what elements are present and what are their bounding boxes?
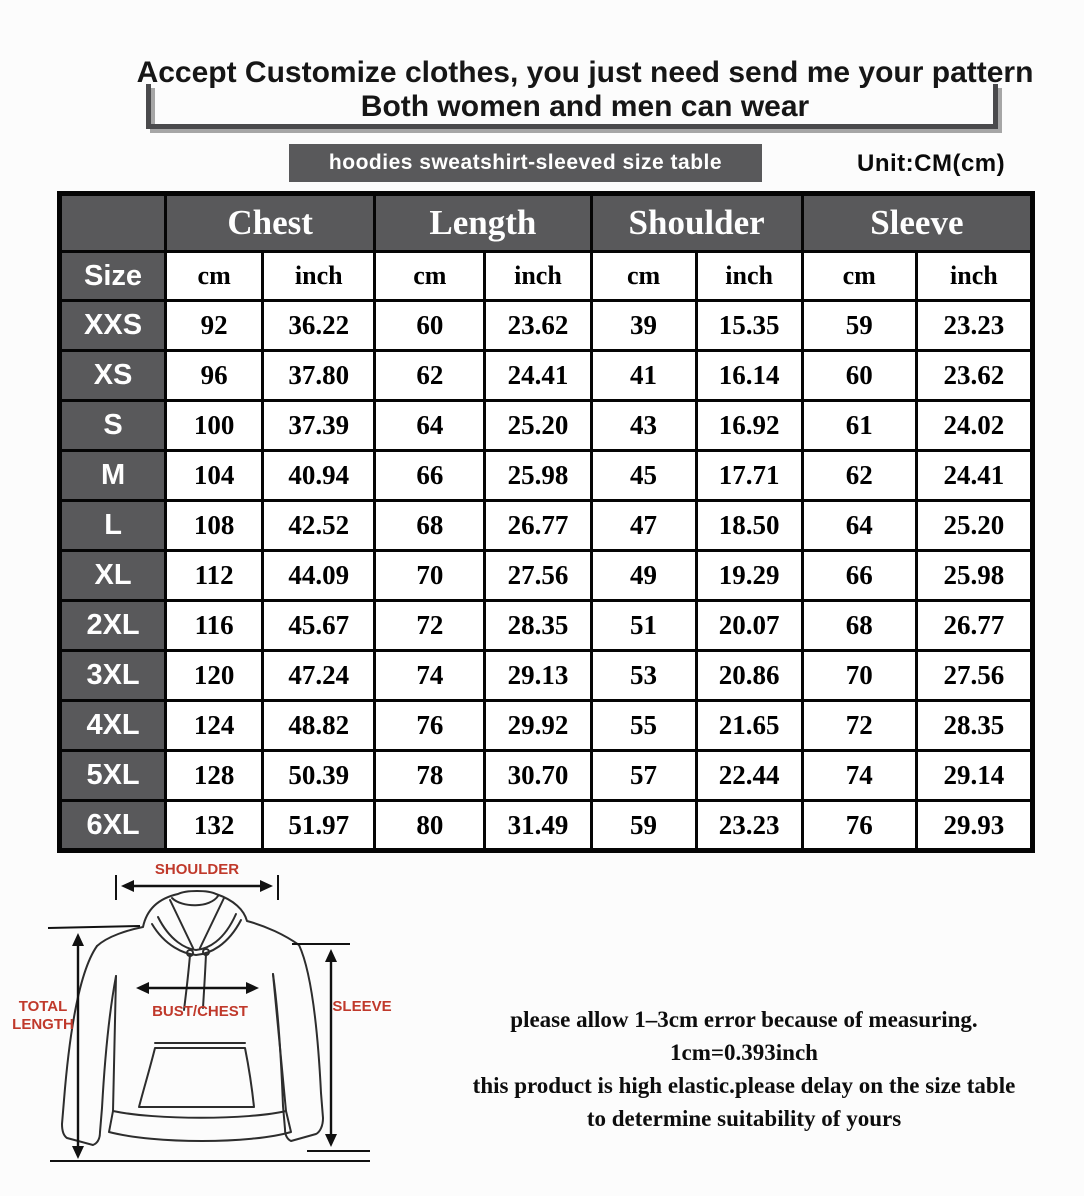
unit-header: cm — [591, 252, 696, 301]
unit-header: inch — [916, 252, 1032, 301]
note-line: to determine suitability of yours — [586, 1106, 902, 1131]
measurement-value: 37.80 — [263, 351, 375, 401]
measurement-value: 104 — [166, 451, 263, 501]
note-line: 1cm=0.393inch — [670, 1040, 818, 1065]
arrow-head — [136, 982, 149, 994]
measurement-value: 31.49 — [485, 801, 591, 851]
measurement-value: 72 — [375, 601, 485, 651]
measurement-value: 55 — [591, 701, 696, 751]
arrow-head — [72, 933, 84, 946]
measurement-value: 60 — [802, 351, 916, 401]
measurement-value: 18.50 — [696, 501, 802, 551]
size-label: S — [60, 401, 166, 451]
column-group-length: Length — [375, 194, 591, 252]
measurement-value: 100 — [166, 401, 263, 451]
size-column-header: Size — [60, 252, 166, 301]
measurement-value: 92 — [166, 301, 263, 351]
measurement-value: 116 — [166, 601, 263, 651]
measurement-value: 29.92 — [485, 701, 591, 751]
measurement-value: 64 — [375, 401, 485, 451]
arrow-head — [246, 982, 259, 994]
hoodie-outline — [97, 891, 299, 946]
hoodie-left-sleeve — [62, 946, 116, 1145]
total-length-label-1: TOTAL — [18, 998, 68, 1015]
measurement-value: 27.56 — [916, 651, 1032, 701]
bust-label: BUST/CHEST — [152, 1003, 248, 1020]
measurement-value: 40.94 — [263, 451, 375, 501]
unit-header: cm — [802, 252, 916, 301]
hoodie-hood-folds — [170, 896, 224, 948]
note-line: please allow 1–3cm error because of measuring. — [510, 1007, 978, 1032]
corner-cell — [60, 194, 166, 252]
measurement-value: 61 — [802, 401, 916, 451]
unit-header: inch — [696, 252, 802, 301]
arrow-head — [325, 949, 337, 962]
drawstring-eyelet-left — [187, 950, 193, 956]
unit-header: cm — [375, 252, 485, 301]
measurement-value: 25.20 — [485, 401, 591, 451]
measurement-value: 62 — [375, 351, 485, 401]
table-row — [60, 301, 1033, 351]
measurement-value: 42.52 — [263, 501, 375, 551]
arrow-head — [260, 880, 273, 892]
measurement-value: 41 — [591, 351, 696, 401]
size-label: 5XL — [60, 751, 166, 801]
unit-header: cm — [166, 252, 263, 301]
shoulder-label: SHOULDER — [154, 861, 240, 878]
table-row — [60, 651, 1033, 701]
size-label: XXS — [60, 301, 166, 351]
page-title-line2: Both women and men can wear — [360, 90, 810, 123]
measurement-value: 30.70 — [485, 751, 591, 801]
measurement-value: 68 — [375, 501, 485, 551]
measurement-value: 80 — [375, 801, 485, 851]
size-label: 4XL — [60, 701, 166, 751]
table-row — [60, 451, 1033, 501]
hoodie-drawstrings — [184, 954, 206, 1010]
measurement-value: 124 — [166, 701, 263, 751]
measurement-value: 25.20 — [916, 501, 1032, 551]
size-label: L — [60, 501, 166, 551]
note-line: this product is high elastic.please delay on the size table — [472, 1073, 1016, 1098]
arrow-head — [72, 1146, 84, 1159]
measurement-notes — [408, 1003, 1080, 1135]
table-row — [60, 351, 1033, 401]
table-row — [60, 551, 1033, 601]
measurement-value: 23.23 — [696, 801, 802, 851]
unit-header: inch — [485, 252, 591, 301]
column-group-sleeve: Sleeve — [802, 194, 1032, 252]
hoodie-measurement-diagram — [0, 858, 440, 1196]
measurement-value: 29.14 — [916, 751, 1032, 801]
measurement-value: 45 — [591, 451, 696, 501]
table-caption-banner: hoodies sweatshirt-sleeved size table — [289, 144, 762, 182]
measurement-value: 25.98 — [916, 551, 1032, 601]
measurement-value: 132 — [166, 801, 263, 851]
measurement-value: 47.24 — [263, 651, 375, 701]
hoodie-pocket — [139, 1043, 254, 1107]
size-label: 6XL — [60, 801, 166, 851]
arrow-head — [121, 880, 134, 892]
measurement-value: 26.77 — [916, 601, 1032, 651]
table-row — [60, 601, 1033, 651]
size-label: XS — [60, 351, 166, 401]
measurement-value: 24.41 — [916, 451, 1032, 501]
total-length-label-2: LENGTH — [12, 1016, 74, 1033]
column-group-shoulder: Shoulder — [591, 194, 802, 252]
measurement-value: 19.29 — [696, 551, 802, 601]
measurement-value: 47 — [591, 501, 696, 551]
measurement-value: 24.02 — [916, 401, 1032, 451]
hoodie-collar — [152, 914, 241, 955]
table-unit-header-row — [60, 252, 1033, 301]
table-row — [60, 701, 1033, 751]
measurement-value: 25.98 — [485, 451, 591, 501]
measurement-value: 43 — [591, 401, 696, 451]
table-group-header-row — [60, 194, 1033, 252]
measurement-value: 29.13 — [485, 651, 591, 701]
size-label: XL — [60, 551, 166, 601]
column-group-chest: Chest — [166, 194, 375, 252]
measurement-value: 15.35 — [696, 301, 802, 351]
measurement-value: 112 — [166, 551, 263, 601]
size-label: M — [60, 451, 166, 501]
table-row — [60, 501, 1033, 551]
total-length-tick-top — [48, 926, 140, 928]
measurement-value: 120 — [166, 651, 263, 701]
measurement-value: 23.62 — [485, 301, 591, 351]
measurement-value: 24.41 — [485, 351, 591, 401]
measurement-value: 48.82 — [263, 701, 375, 751]
measurement-value: 20.07 — [696, 601, 802, 651]
unit-header: inch — [263, 252, 375, 301]
measurement-value: 16.92 — [696, 401, 802, 451]
page-title-line1: Accept Customize clothes, you just need send me your pattern — [136, 56, 1034, 89]
measurement-value: 22.44 — [696, 751, 802, 801]
table-row — [60, 801, 1033, 851]
measurement-value: 28.35 — [916, 701, 1032, 751]
measurement-value: 68 — [802, 601, 916, 651]
measurement-value: 53 — [591, 651, 696, 701]
measurement-value: 57 — [591, 751, 696, 801]
measurement-value: 21.65 — [696, 701, 802, 751]
measurement-value: 23.62 — [916, 351, 1032, 401]
measurement-value: 44.09 — [263, 551, 375, 601]
measurement-value: 51 — [591, 601, 696, 651]
measurement-value: 16.14 — [696, 351, 802, 401]
measurement-value: 78 — [375, 751, 485, 801]
measurement-value: 17.71 — [696, 451, 802, 501]
measurement-value: 23.23 — [916, 301, 1032, 351]
measurement-value: 72 — [802, 701, 916, 751]
measurement-value: 108 — [166, 501, 263, 551]
table-row — [60, 401, 1033, 451]
measurement-value: 49 — [591, 551, 696, 601]
measurement-value: 29.93 — [916, 801, 1032, 851]
measurement-value: 28.35 — [485, 601, 591, 651]
measurement-value: 26.77 — [485, 501, 591, 551]
measurement-value: 128 — [166, 751, 263, 801]
size-table-body — [60, 301, 1033, 851]
measurement-value: 70 — [375, 551, 485, 601]
hoodie-hem-band — [109, 1111, 291, 1141]
size-label: 2XL — [60, 601, 166, 651]
table-row — [60, 751, 1033, 801]
measurement-value: 45.67 — [263, 601, 375, 651]
size-label: 3XL — [60, 651, 166, 701]
sleeve-label: SLEEVE — [332, 998, 392, 1015]
measurement-value: 51.97 — [263, 801, 375, 851]
measurement-value: 20.86 — [696, 651, 802, 701]
arrow-head — [325, 1134, 337, 1147]
measurement-value: 36.22 — [263, 301, 375, 351]
measurement-value: 76 — [802, 801, 916, 851]
measurement-value: 59 — [591, 801, 696, 851]
measurement-value: 62 — [802, 451, 916, 501]
measurement-value: 50.39 — [263, 751, 375, 801]
size-table — [57, 191, 1035, 853]
measurement-value: 76 — [375, 701, 485, 751]
measurement-value: 70 — [802, 651, 916, 701]
measurement-value: 39 — [591, 301, 696, 351]
measurement-value: 66 — [375, 451, 485, 501]
measurement-value: 37.39 — [263, 401, 375, 451]
measurement-value: 74 — [802, 751, 916, 801]
unit-label: Unit:CM(cm) — [857, 150, 1006, 177]
measurement-value: 59 — [802, 301, 916, 351]
measurement-value: 27.56 — [485, 551, 591, 601]
measurement-value: 74 — [375, 651, 485, 701]
measurement-value: 64 — [802, 501, 916, 551]
measurement-value: 66 — [802, 551, 916, 601]
measurement-value: 96 — [166, 351, 263, 401]
measurement-value: 60 — [375, 301, 485, 351]
